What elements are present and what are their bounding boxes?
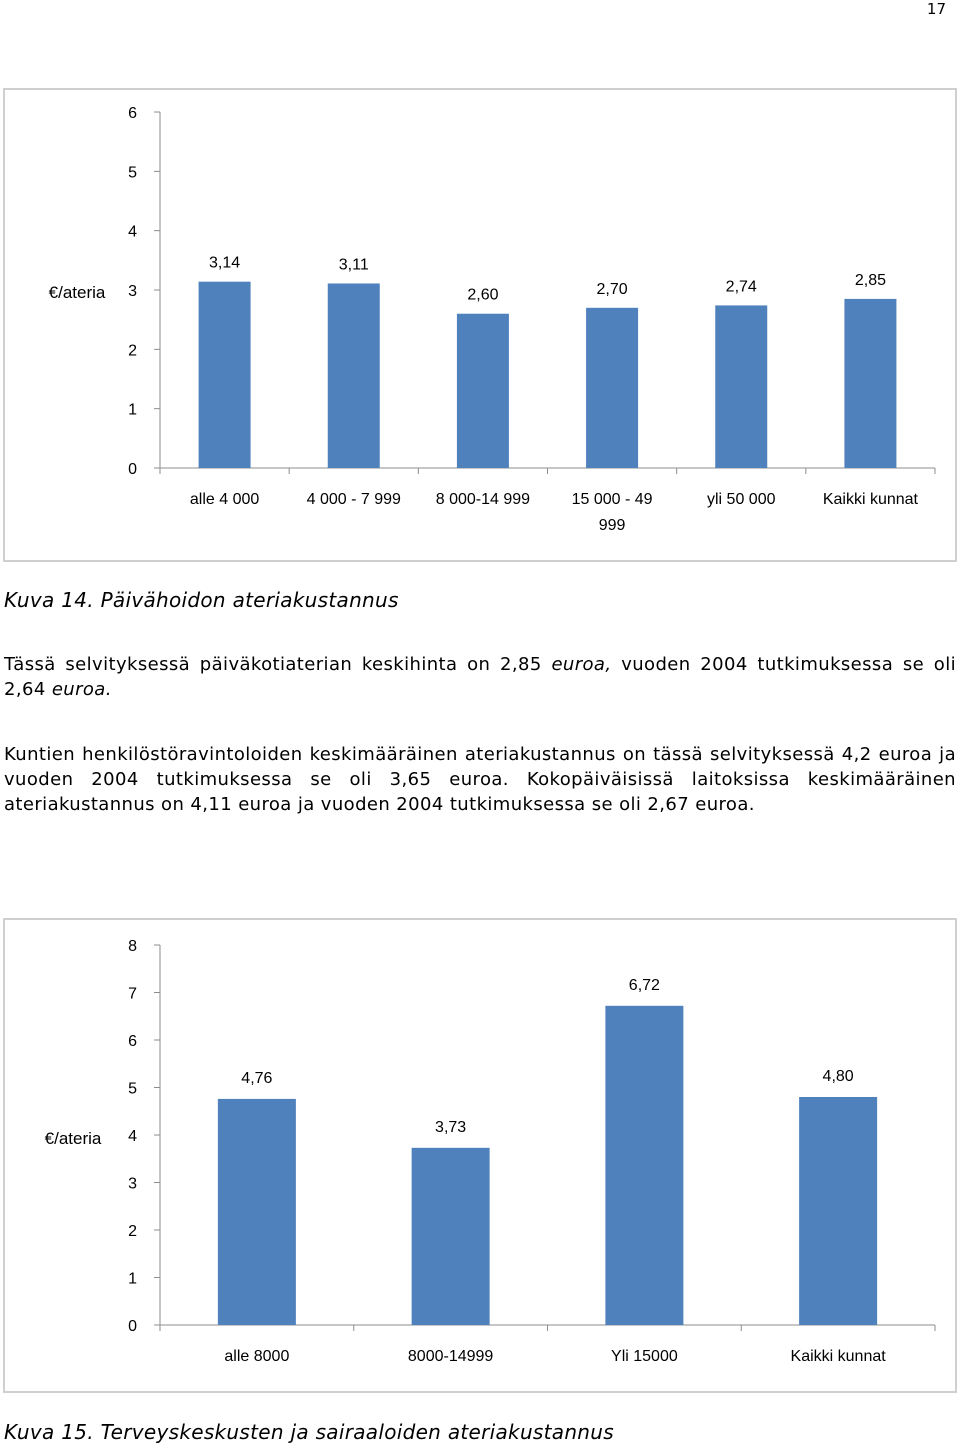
bar [586,308,638,468]
bar [605,1006,683,1325]
y-tick-label: 2 [128,342,137,360]
chart-1-svg [5,90,955,560]
bar-value-label: 4,76 [241,1069,273,1087]
x-category-label: 8000-14999 [407,1348,494,1365]
bar-value-label: 3,73 [435,1118,467,1136]
bar [412,1148,490,1325]
x-category-label: Kaikki kunnat [790,1348,886,1365]
y-axis-title: €/ateria [44,1129,102,1148]
y-tick-label: 4 [128,223,137,241]
y-tick-label: 1 [128,1270,137,1288]
bar [715,305,767,468]
bar-value-label: 2,74 [725,278,757,296]
x-category-label: 999 [598,517,626,534]
x-category-label: alle 4 000 [189,491,260,508]
x-category-label: alle 8000 [224,1348,290,1365]
y-tick-label: 0 [128,461,137,478]
x-category-label: yli 50 000 [707,491,776,508]
bar [199,282,251,468]
chart-health-center-meal-cost [3,918,957,1393]
bar-value-label: 3,11 [338,256,369,274]
y-tick-label: 4 [128,1128,137,1145]
x-category-label: Kaikki kunnat [822,491,919,508]
y-tick-label: 5 [128,1080,137,1098]
y-tick-label: 3 [128,1175,137,1193]
y-tick-label: 8 [128,938,137,955]
bar [218,1099,296,1325]
bar-value-label: 2,85 [854,271,886,289]
y-tick-label: 3 [128,283,137,300]
y-tick-label: 6 [128,1033,137,1050]
chart-daycare-meal-cost [3,88,957,562]
paragraph-emphasis: euroa, [551,654,612,675]
bar-value-label: 2,70 [596,280,628,298]
paragraph-staff-restaurants: Kuntien henkilöstöravintoloiden keskimääräinen ateriakustannus on tässä selvityksessä 4,2 euroa ja vuoden 2004 tutkimuksessa se oli 3,65 euroa. Kokopäiväisissä laitoksissa keskimääräinen ateriakustannus on 4,11 euroa ja vuoden 2004 tutkimuksessa se oli 2,67 euroa. [4,744,956,815]
chart-2-svg [5,920,955,1391]
paragraph-text: Tässä selvityksessä päiväkotiaterian keskihinta on 2,85 [4,654,552,675]
y-tick-label: 1 [128,401,137,419]
y-tick-label: 2 [128,1223,137,1240]
bar-value-label: 2,60 [467,286,499,304]
figure-14-caption: Kuva 14. Päivähoidon ateriakustannus [4,588,399,612]
bar [799,1097,877,1325]
bar-value-label: 4,80 [822,1068,854,1085]
y-tick-label: 0 [128,1318,137,1335]
figure-15-caption: Kuva 15. Terveyskeskusten ja sairaaloiden ateriakustannus [4,1420,614,1444]
y-axis-title: €/ateria [48,283,106,302]
y-tick-label: 6 [128,105,137,122]
paragraph-daycare-price [4,652,956,702]
x-category-label: 8 000-14 999 [435,491,531,508]
bar [328,283,380,468]
bar-value-label: 3,14 [209,254,241,272]
bar [457,314,509,468]
x-category-label: 4 000 - 7 999 [306,491,401,508]
paragraph-text: vuoden 2004 tutkimuksessa se oli 2,64 [4,654,956,700]
x-category-label: Yli 15000 [611,1348,678,1365]
y-tick-label: 7 [128,985,137,1003]
y-tick-label: 5 [128,164,137,182]
page-number: 17 [926,0,946,18]
bar-value-label: 6,72 [628,976,660,994]
x-category-label: 15 000 - 49 [571,491,653,508]
bar [844,299,896,468]
paragraph-emphasis: euroa. [51,679,112,700]
